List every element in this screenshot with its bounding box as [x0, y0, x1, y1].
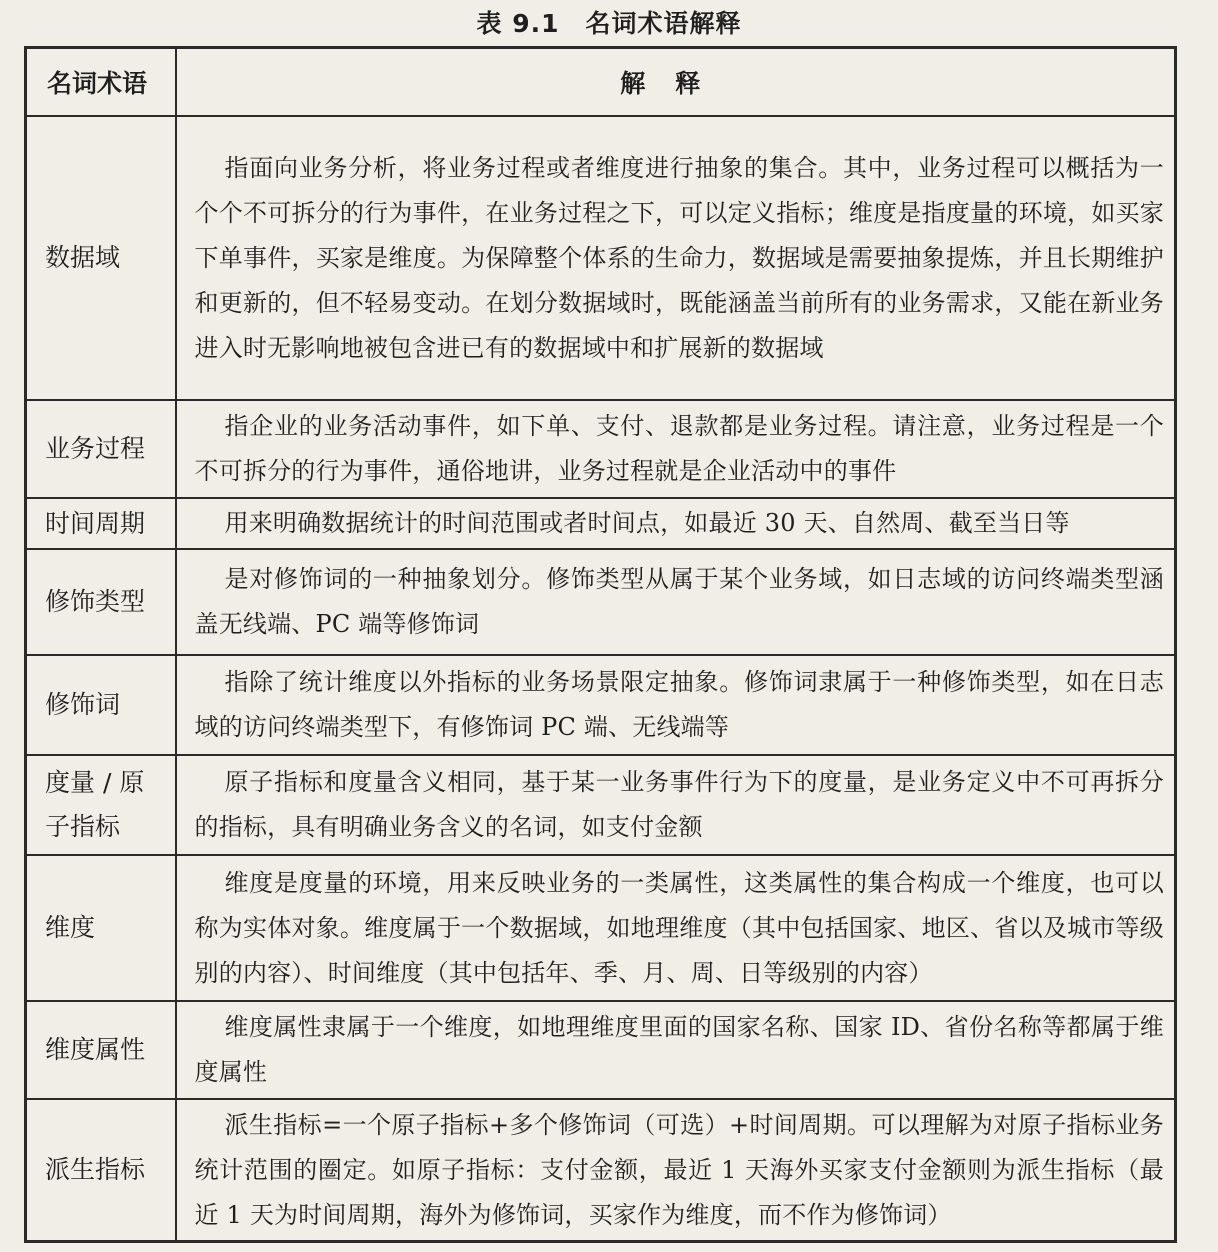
table-row	[26, 116, 1176, 400]
description-cell: 指除了统计维度以外指标的业务场景限定抽象。修饰词隶属于一种修饰类型，如在日志域的访问终端类型下，有修饰词 PC 端、无线端等	[176, 655, 1176, 755]
table-title: 名词术语解释	[585, 9, 742, 38]
table-row	[26, 498, 1176, 549]
description-cell: 原子指标和度量含义相同，基于某一业务事件行为下的度量，是业务定义中不可再拆分的指标，具有明确业务含义的名词，如支付金额	[176, 755, 1176, 855]
description-cell: 指企业的业务活动事件，如下单、支付、退款都是业务过程。请注意，业务过程是一个不可拆分的行为事件，通俗地讲，业务过程就是企业活动中的事件	[176, 400, 1176, 498]
table-row	[26, 400, 1176, 498]
description-cell: 维度是度量的环境，用来反映业务的一类属性，这类属性的集合构成一个维度，也可以称为实体对象。维度属于一个数据域，如地理维度（其中包括国家、地区、省以及城市等级别的内容）、时间维度（其中包括年、季、月、周、日等级别的内容）	[176, 855, 1176, 1001]
description-cell: 用来明确数据统计的时间范围或者时间点，如最近 30 天、自然周、截至当日等	[176, 498, 1176, 549]
description-column-header: 解释	[176, 48, 1176, 117]
description-cell: 指面向业务分析，将业务过程或者维度进行抽象的集合。其中，业务过程可以概括为一个个不可拆分的行为事件，在业务过程之下，可以定义指标；维度是指度量的环境，如买家下单事件，买家是维度。为保障整个体系的生命力，数据域是需要抽象提炼，并且长期维护和更新的，但不轻易变动。在划分数据域时，既能涵盖当前所有的业务需求，又能在新业务进入时无影响地被包含进已有的数据域中和扩展新的数据域	[176, 116, 1176, 400]
term-cell: 度量 / 原子指标	[26, 755, 176, 855]
term-column-header: 名词术语	[26, 48, 176, 117]
term-cell: 修饰类型	[26, 549, 176, 655]
table-header-row	[26, 48, 1176, 117]
terms-table	[24, 46, 1177, 1243]
table-row	[26, 655, 1176, 755]
table-number: 表 9.1	[476, 9, 560, 38]
table-row	[26, 1099, 1176, 1242]
table-row	[26, 755, 1176, 855]
term-cell: 维度	[26, 855, 176, 1001]
term-cell: 维度属性	[26, 1001, 176, 1099]
term-cell: 业务过程	[26, 400, 176, 498]
term-cell: 时间周期	[26, 498, 176, 549]
table-row	[26, 549, 1176, 655]
description-cell: 维度属性隶属于一个维度，如地理维度里面的国家名称、国家 ID、省份名称等都属于维度属性	[176, 1001, 1176, 1099]
description-cell: 是对修饰词的一种抽象划分。修饰类型从属于某个业务域，如日志域的访问终端类型涵盖无线端、PC 端等修饰词	[176, 549, 1176, 655]
table-row	[26, 855, 1176, 1001]
term-cell: 修饰词	[26, 655, 176, 755]
term-cell: 派生指标	[26, 1099, 176, 1242]
table-row	[26, 1001, 1176, 1099]
description-cell: 派生指标=一个原子指标+多个修饰词（可选）+时间周期。可以理解为对原子指标业务统计范围的圈定。如原子指标：支付金额，最近 1 天海外买家支付金额则为派生指标（最近 1 天为时间周期，海外为修饰词，买家作为维度，而不作为修饰词）	[176, 1099, 1176, 1242]
term-cell: 数据域	[26, 116, 176, 400]
table-caption	[0, 4, 1218, 40]
